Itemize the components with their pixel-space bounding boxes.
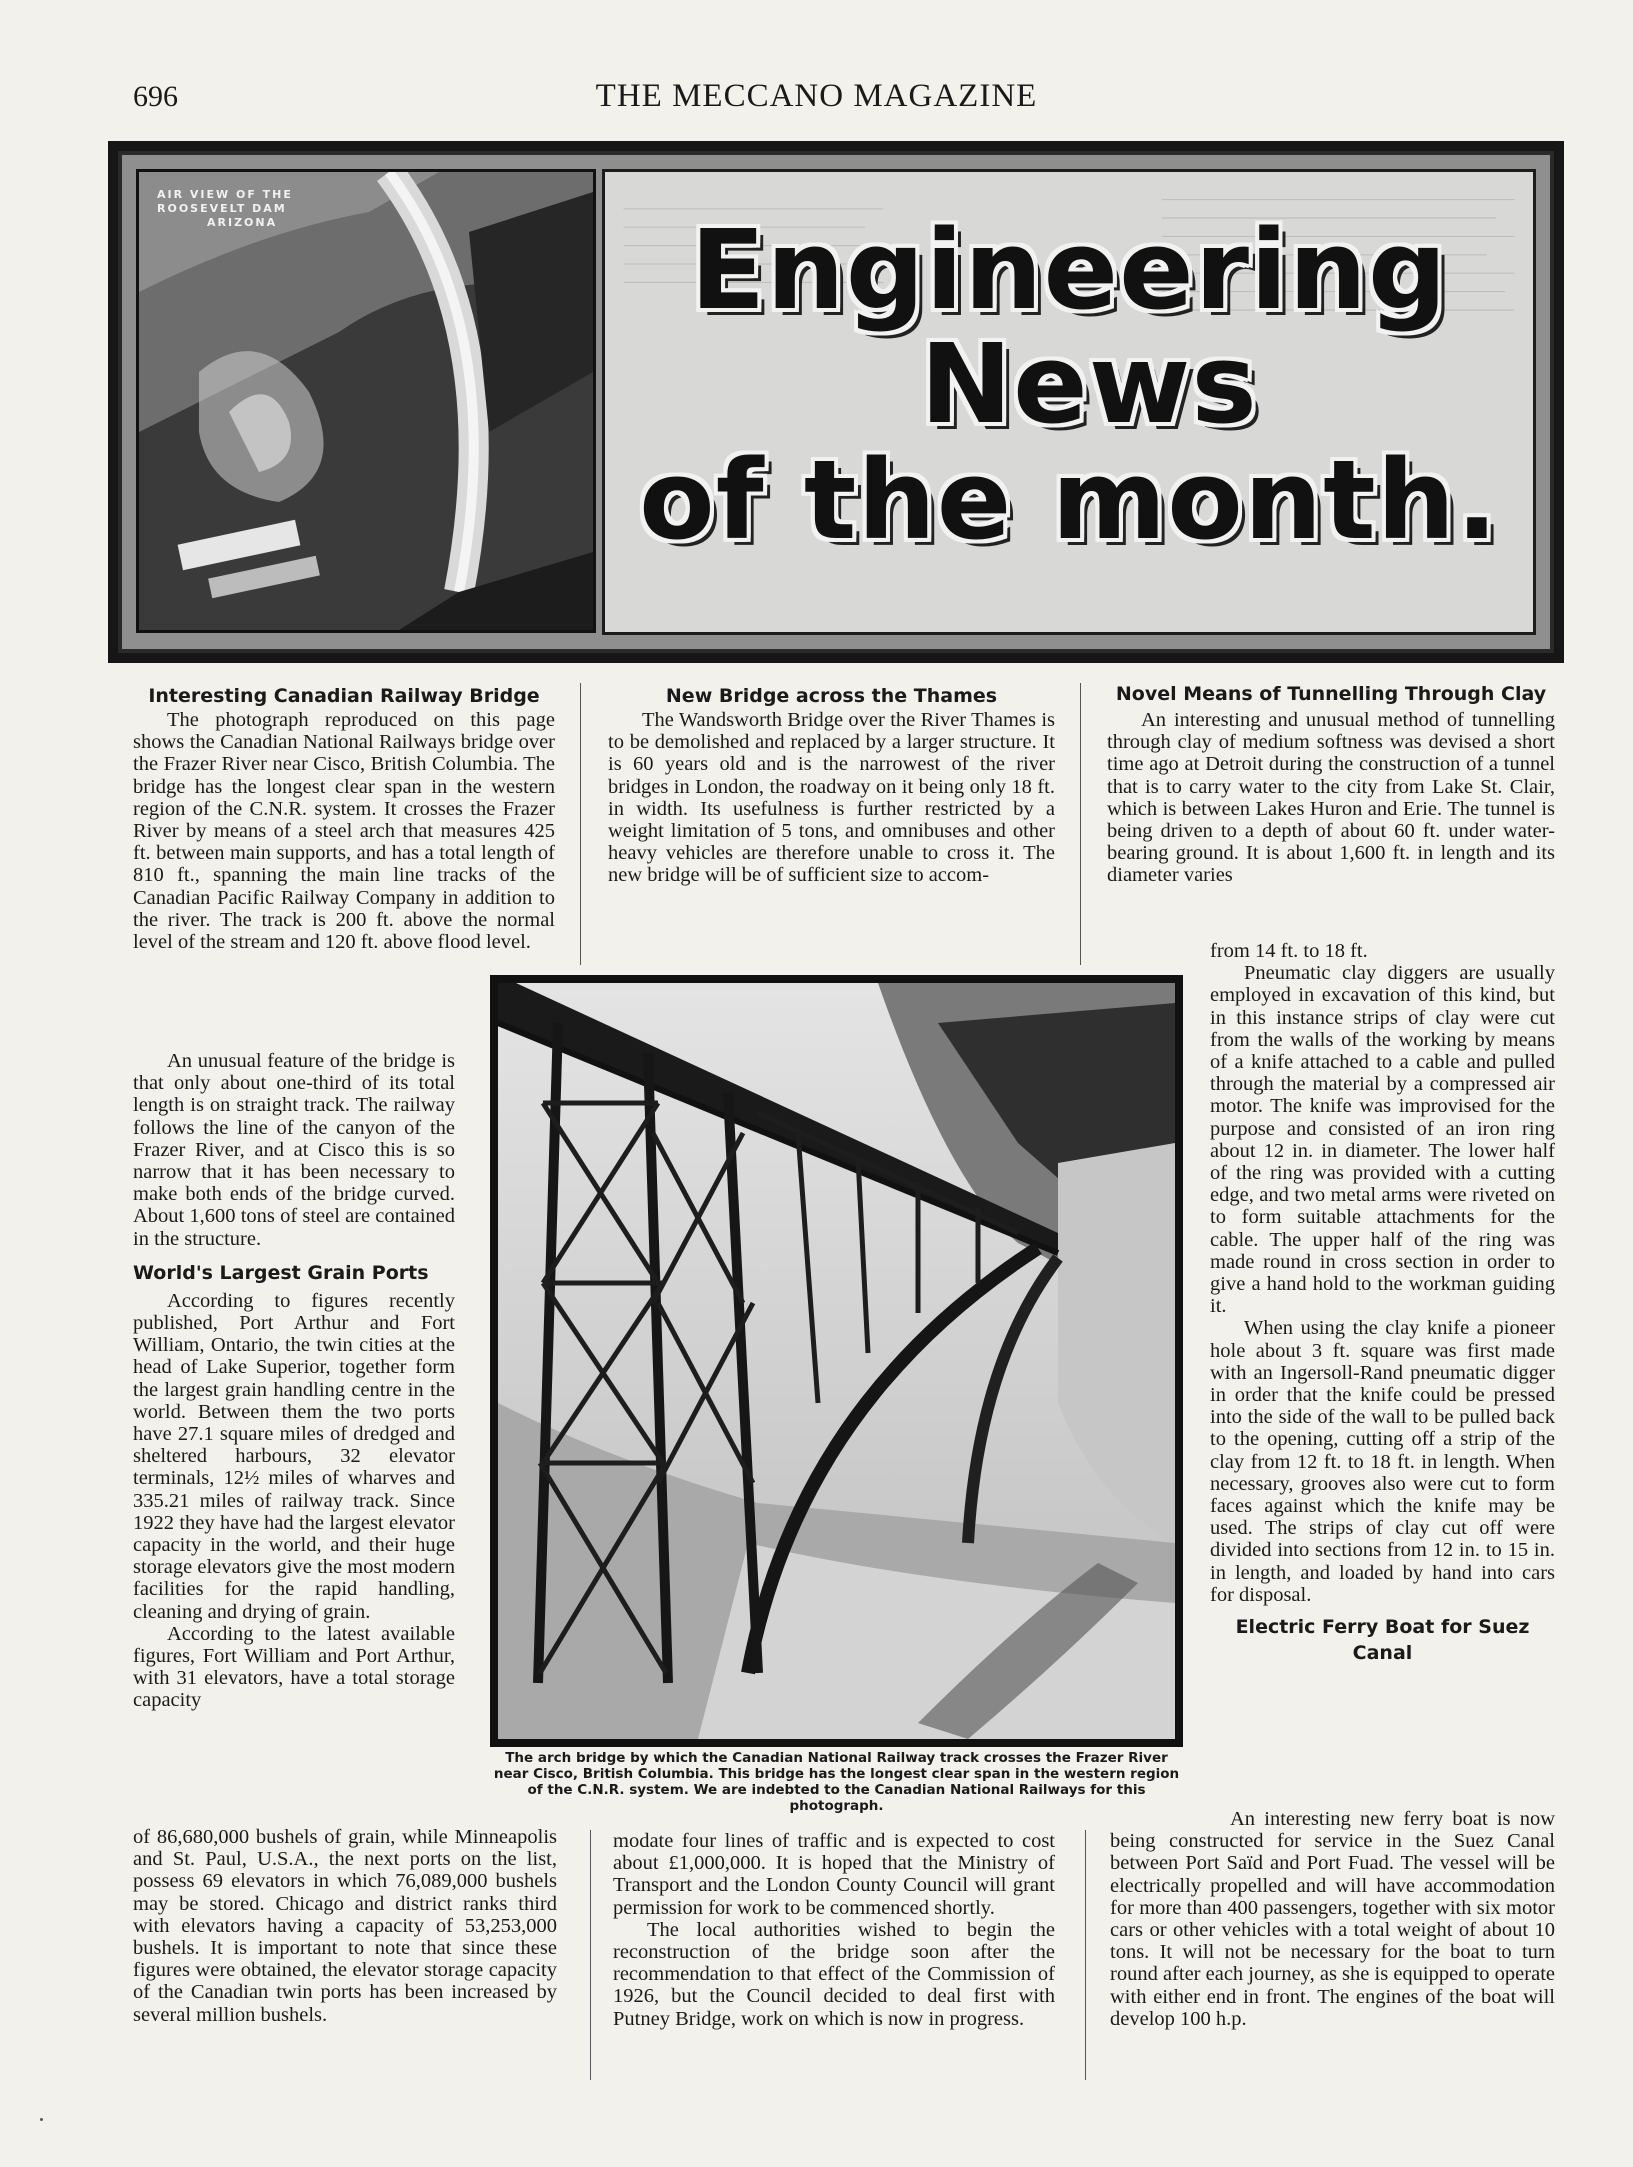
- page-number: 696: [133, 80, 178, 113]
- article-heading: Interesting Canadian Railway Bridge: [148, 685, 540, 707]
- article-paragraph: from 14 ft. to 18 ft.: [1210, 940, 1368, 962]
- column-1-narrow: [133, 1050, 455, 1712]
- article-paragraph: The photograph reproduced on this page shows the Canadian National Railways bridge over the Frazer River near Cisco, British Columbia. The bridge has the longest clear span in the western region of the C.N.R. system. It crosses the Frazer River by means of a steel arch that measures 425 ft. between main supports, and has a total length of 810 ft., spanning the main line tracks of the Canadian Pacific Railway Company in addition to the river. The track is 200 ft. above the normal level of the stream and 120 ft. above flood level.: [133, 709, 555, 954]
- article-paragraph: An interesting and unusual method of tunnelling through clay of medium softness was devised a short time ago at Detroit during the construction of a tunnel that is to carry water to the city from Lake St. Clair, which is between Lakes Huron and Erie. The tunnel is being driven to a depth of about 60 ft. under water-bearing ground. It is about 1,600 ft. in length and its diameter varies: [1107, 709, 1555, 887]
- article-paragraph: An interesting new ferry boat is now being constructed for service in the Suez Canal between Port Saïd and Port Fuad. The vessel will be electrically propelled and will have accommodation for more than 400 passengers, together with six motor cars or other vehicles with a total weight of about 10 tons. It will not be necessary for the boat to turn round after each journey, as she is equipped to operate with either end in front. The engines of the boat will develop 100 h.p.: [1110, 1808, 1555, 2030]
- headline-line: Engineering: [690, 206, 1448, 334]
- article-heading: New Bridge across the Thames: [665, 685, 998, 707]
- caption-line: AIR VIEW OF THE: [157, 188, 293, 201]
- article-column-2: [608, 683, 1055, 887]
- article-paragraph: According to figures recently published, Port Arthur and Fort William, Ontario, the twin cities at the head of Lake Superior, together form the largest grain handling centre in the world. Between them the two ports have 27.1 square miles of dredged and sheltered harbours, 32 elevator terminals, 12½ miles of wharves and 335.21 miles of railway track. Since 1922 they have had the largest elevator capacity in the world, and their huge storage elevators give the most modern facilities for the rapid handling, cleaning and drying of grain.: [133, 1289, 455, 1623]
- headline-line: News: [920, 320, 1258, 448]
- dam-photo-caption: [157, 188, 293, 230]
- headline-line: of the month.: [639, 436, 1499, 564]
- article-paragraph: An unusual feature of the bridge is that only about one-third of its total length is on straight track. The railway follows the line of the canyon of the Frazer River, and at Cisco this is so narrow that it has been necessary to make both ends of the bridge curved. About 1,600 tons of steel are contained in the structure.: [133, 1050, 455, 1250]
- banner-frame: [118, 151, 1554, 653]
- column-3-bottom: [1110, 1808, 1555, 2030]
- article-column-1: [133, 683, 555, 953]
- column-1-bottom: [133, 1826, 557, 2026]
- column-2-bottom: [613, 1830, 1055, 2030]
- article-paragraph: When using the clay knife a pioneer hole about 3 ft. square was first made with an Ingersoll-Rand pneumatic digger in order that the knife could be pressed into the side of the wall to be pulled back to the opening, cutting off a strip of the clay from 12 ft. to 18 ft. in length. When necessary, grooves also were cut to form faces against which the knife may be used. The strips of clay cut off were divided into sections from 12 in. to 15 in. in length, and loaded by hand into cars for disposal.: [1210, 1317, 1555, 1606]
- headline-banner: [108, 141, 1564, 663]
- article-paragraph: modate four lines of traffic and is expected to cost about £1,000,000. It is hoped that the Ministry of Transport and the London County Council will grant permission for work to be commenced shortly.: [613, 1830, 1055, 1919]
- photo-caption: The arch bridge by which the Canadian National Railway track crosses the Frazer River near Cisco, British Columbia. This bridge has the longest clear span in the western region of the C.N.R. system. We are indebted to the Canadian National Railways for this photograph.: [493, 1750, 1180, 1814]
- article-paragraph: The local authorities wished to begin the reconstruction of the bridge soon after the recommendation to that effect of the Commission of 1926, but the Council decided to deal first with Putney Bridge, work on which is now in progress.: [613, 1918, 1055, 2030]
- headline-panel: [602, 169, 1536, 635]
- article-column-3: [1107, 681, 1555, 887]
- column-3-narrow: [1210, 940, 1555, 1666]
- column-rule: [590, 1830, 591, 2080]
- article-paragraph: of 86,680,000 bushels of grain, while Minneapolis and St. Paul, U.S.A., the next ports on the list, possess 69 elevators in which 76,089,000 bushels may be stored. Chicago and district ranks third with elevators having a capacity of 53,253,000 bushels. It is important to note that since these figures were obtained, the elevator storage capacity of the Canadian twin ports has been increased by several million bushels.: [133, 1826, 557, 2026]
- article-paragraph: The Wandsworth Bridge over the River Thames is to be demolished and replaced by a larger structure. It is 60 years old and is the narrowest of the river bridges in London, the roadway on it being only 18 ft. in width. Its usefulness is further restricted by a weight limitation of 5 tons, and omnibuses and other heavy vehicles are therefore unable to cross it. The new bridge will be of sufficient size to accom-: [608, 709, 1055, 887]
- print-speck: [40, 2118, 43, 2121]
- article-paragraph: Pneumatic clay diggers are usually employed in excavation of this kind, but in this instance strips of clay were cut from the walls of the working by means of a knife attached to a cable and pulled through the material by a compressed air motor. The knife was improvised for the purpose and consisted of an iron ring about 12 in. in diameter. The lower half of the ring was provided with a cutting edge, and two metal arms were riveted on to form suitable attachments for the cable. The upper half of the ring was made round in cross section in order to give a hand hold to the workman guiding it.: [1210, 962, 1555, 1318]
- column-rule: [1080, 683, 1081, 965]
- roosevelt-dam-photo: [136, 169, 596, 633]
- dam-aerial-illustration: [139, 172, 593, 630]
- arch-bridge-photo: [490, 975, 1183, 1747]
- article-paragraph: According to the latest available figures, Fort William and Port Arthur, with 31 elevators, have a total storage capacity: [133, 1622, 455, 1712]
- caption-line: ROOSEVELT DAM: [157, 202, 287, 215]
- column-rule: [1085, 1830, 1086, 2080]
- column-rule: [580, 683, 581, 965]
- article-heading: World's Largest Grain Ports: [133, 1261, 429, 1284]
- arch-bridge-illustration: [498, 983, 1175, 1739]
- caption-line: ARIZONA: [207, 216, 278, 229]
- article-heading: Electric Ferry Boat for Suez Canal: [1235, 1616, 1530, 1665]
- magazine-title: THE MECCANO MAGAZINE: [595, 78, 1038, 114]
- article-heading: Novel Means of Tunnelling Through Clay: [1115, 683, 1547, 705]
